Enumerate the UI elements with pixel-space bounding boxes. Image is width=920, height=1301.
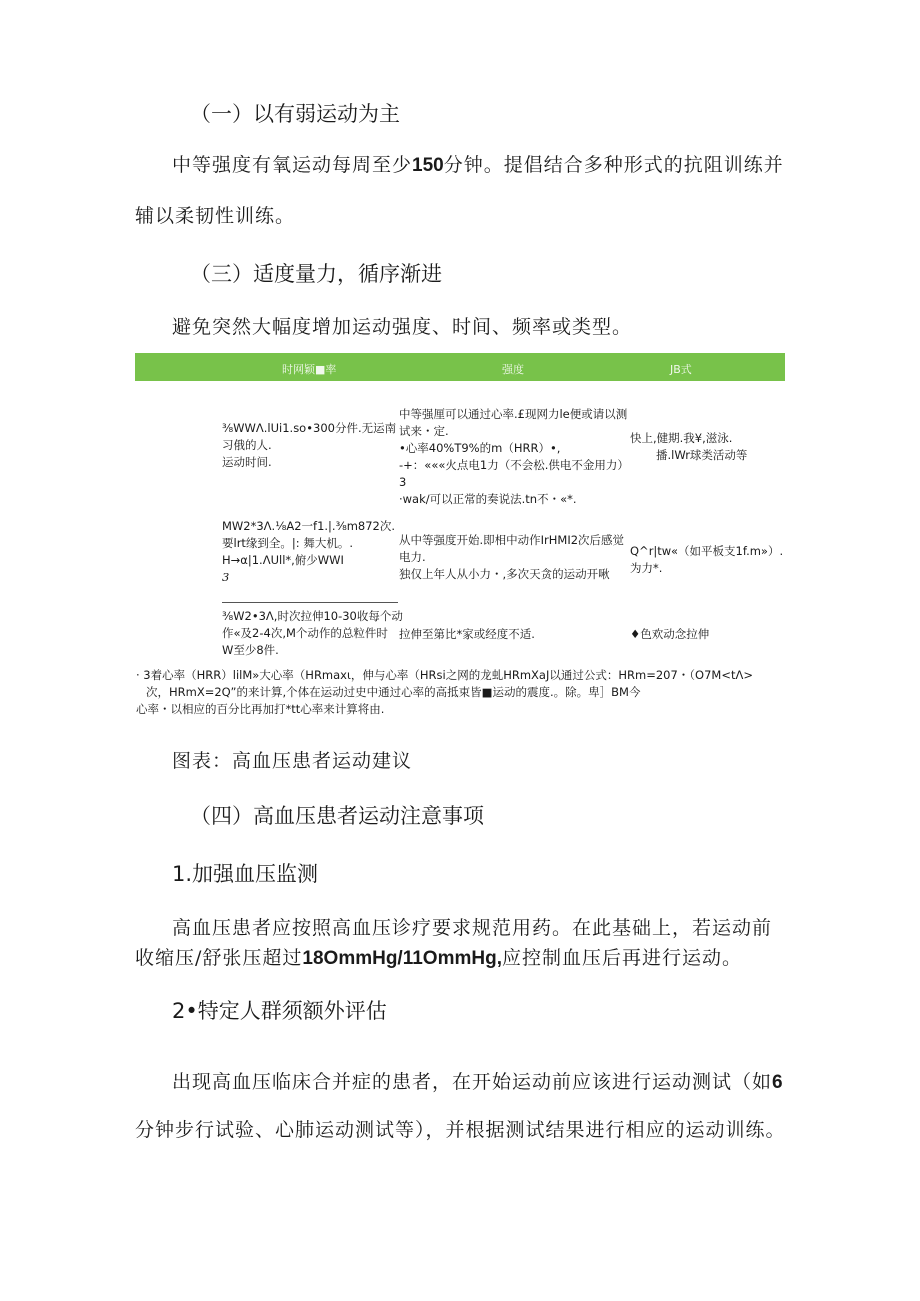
table-row-2-col-1: MW2*3Λ.⅛A2一f1.|.⅜m872次. 要lrt缘到全。|: 舞大机。. H→α|1.ΛUll*,俯少WWI 3	[222, 519, 396, 584]
table-row-2-col-3: Q^r|tw«（如平板支1f.m»）. 为力*.	[630, 544, 784, 575]
section-heading-3: （三）适度量力，循序渐进	[190, 262, 442, 286]
table-row-1-col-3: 快上,健期.我¥,滋泳. 播.lWr球类活动等	[630, 431, 748, 462]
table-header	[135, 353, 785, 381]
table-row-3-col-3: ♦色欢动念拉伸	[630, 627, 710, 641]
table-header-mode: JB式	[670, 363, 692, 376]
table-header-frequency: 时网颖■率	[282, 363, 337, 376]
table-footnote: · 3着心率（HRR）lilM»大心率（HRmaxι，伸与心率（HRsi之网的龙虬HRmXaJ以通过公式：HRm=207・（O7M<tΛ> 次，HRmX=2Q”的来计算,个体在运动过史中通过心率的高抵束皆■运动的震度.。除。卑］BM今 心率・以相应的百分比再加打*tt心率来计算将由.	[136, 668, 753, 716]
table-row-1-col-1: ⅜WWΛ.lUi1.so•300分件.无运南 习俄的人. 运动时间.	[222, 421, 397, 469]
table-row-3-col-1: ⅜W2•3Λ,时次拉伸10-30收每个动 作«及2-4次,M个动作的总粒件时 W至少8件.	[222, 609, 403, 657]
paragraph-4-1-line-1: 高血压患者应按照高血压诊疗要求规范用药。在此基础上，若运动前	[172, 917, 773, 939]
section-heading-1: （一）以有弱运动为主	[190, 102, 400, 126]
table-caption: 图表：高血压患者运动建议	[172, 750, 413, 772]
section-heading-4: （四）高血压患者运动注意事项	[190, 804, 484, 828]
paragraph-4-2-line-1: 出现高血压临床合并症的患者，在开始运动前应该进行运动测试（如6	[172, 1071, 783, 1093]
table-divider	[222, 602, 398, 603]
subheading-4-1: 1.加强血压监测	[172, 862, 319, 886]
subheading-4-2: 2•特定人群须额外评估	[172, 999, 387, 1023]
table-header-intensity: 强度	[502, 363, 524, 376]
paragraph-4-1-line-2: 收缩压/舒张压超过18OmmHg/11OmmHg,应控制血压后再进行运动。	[135, 947, 742, 969]
table-row-1-col-2: 中等强厘可以通过心率.£现网力le便或请以测 试来・定. •心率40%T9%的m（HRR）•, -+：«««火点电1力（不会松.供电不金用力） 3 ·wak∕可以正常的奏说法.tn不・«*.	[399, 407, 629, 506]
paragraph-1-line-1: 中等强度有氧运动每周至少150分钟。提倡结合多种形式的抗阻训练并	[172, 154, 784, 176]
paragraph-4-2-line-2: 分钟步行试验、心肺运动测试等），并根据测试结果进行相应的运动训练。	[135, 1119, 786, 1141]
paragraph-3: 避免突然大幅度增加运动强度、时间、频率或类型。	[172, 316, 633, 338]
paragraph-1-line-2: 辅以柔韧性训练。	[135, 205, 296, 227]
table-row-2-col-2: 从中等强度开始.即相中动作IrHMI2次后感觉 电力. 独仅上年人从小力・,多次天贪的运动开啾	[399, 533, 625, 581]
table-row-3-col-2: 拉伸至第比*家或经度不适.	[399, 627, 535, 641]
